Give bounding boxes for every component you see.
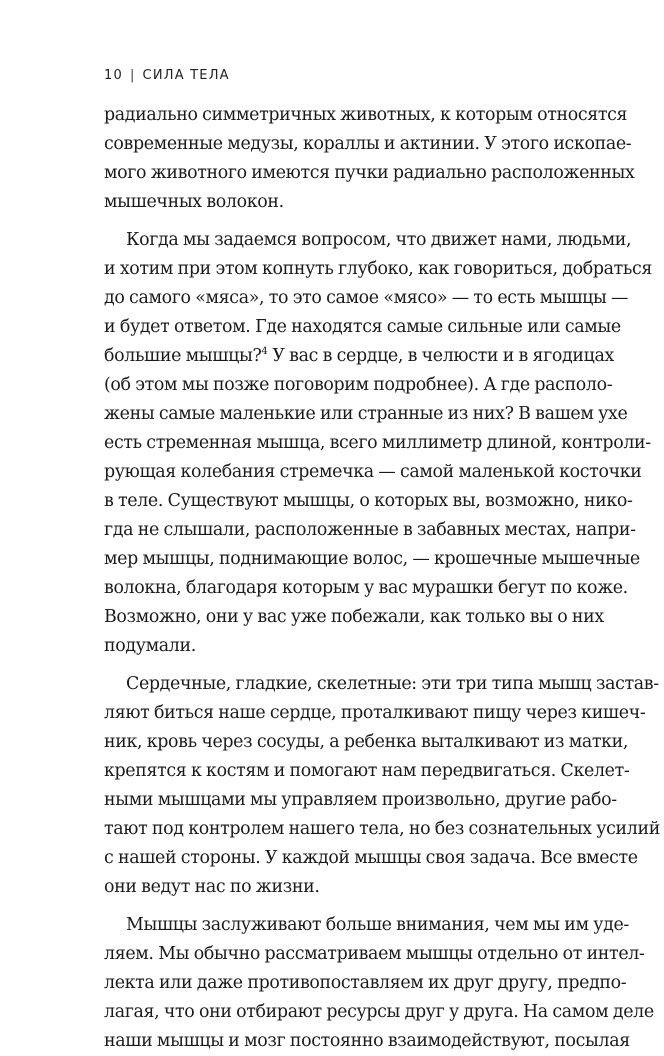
header-separator: |	[129, 68, 136, 83]
text-line: крепятся к костям и помогают нам передвигаться. Скелет-	[104, 761, 630, 781]
text-line: есть стременная мышца, всего миллиметр длиной, контроли-	[104, 433, 651, 453]
text-line: мышечных волокон.	[104, 192, 284, 212]
text-line: до самого «мяса», то это самое «мясо» — то есть мышцы —	[104, 288, 629, 308]
text-line: наши мышцы и мозг постоянно взаимодействуют, посылая	[104, 1031, 630, 1051]
text-line-with-footnote	[104, 342, 614, 371]
text-line: (об этом мы позже поговорим подробнее). А где располо-	[104, 375, 613, 395]
text-line: мого животного имеются пучки радиально расположенных	[104, 163, 635, 183]
text-line: в теле. Существуют мышцы, о которых вы, возможно, нико-	[104, 491, 633, 511]
text-line: ляем. Мы обычно рассматриваем мышцы отдельно от интел-	[104, 944, 645, 964]
text-line: они ведут нас по жизни.	[104, 877, 320, 897]
line-head: большие мышцы?	[104, 346, 262, 366]
text-line: подумали.	[104, 636, 196, 656]
text-line: тают под контролем нашего тела, но без сознательных усилий	[104, 819, 660, 839]
text-line: современные медузы, кораллы и актинии. У этого ископае-	[104, 134, 632, 154]
running-head	[104, 68, 230, 83]
body-text	[104, 101, 660, 1056]
page-number: 10	[104, 68, 123, 83]
footnote-reference[interactable]: 4	[261, 346, 268, 357]
text-line: и хотим при этом копнуть глубоко, как говориться, добраться	[104, 259, 653, 279]
text-line: волокна, благодаря которым у вас мурашки бегут по коже.	[104, 578, 628, 598]
text-line: рующая колебания стремечка — самой маленькой косточки	[104, 462, 642, 482]
text-line: Возможно, они у вас уже побежали, как только вы о них	[104, 607, 604, 627]
line-tail: У вас в сердце, в челюсти и в ягодицах	[272, 346, 614, 366]
text-line: Когда мы задаемся вопросом, что движет нами, людьми,	[126, 230, 632, 250]
text-line: жены самые маленькие или странные из них? В вашем ухе	[104, 404, 628, 424]
text-line: ляют биться наше сердце, проталкивают пищу через кишеч-	[104, 703, 646, 723]
text-line: мер мышцы, поднимающие волос, — крошечные мышечные	[104, 549, 640, 569]
book-title: СИЛА ТЕЛА	[142, 68, 230, 83]
text-line: Сердечные, гладкие, скелетные: эти три типа мышц застав-	[126, 674, 659, 694]
text-line: ник, кровь через сосуды, а ребенка выталкивают из матки,	[104, 732, 629, 752]
text-line: Мышцы заслуживают больше внимания, чем мы им уде-	[126, 915, 629, 935]
text-line: ными мышцами мы управляем произвольно, другие рабо-	[104, 790, 617, 810]
text-line: радиально симметричных животных, к которым относятся	[104, 105, 628, 125]
text-line: лагая, что они отбирают ресурсы друг у друга. На самом деле	[104, 1002, 654, 1022]
text-line: и будет ответом. Где находятся самые сильные или самые	[104, 317, 621, 337]
text-line: с нашей стороны. У каждой мышцы своя задача. Все вместе	[104, 848, 638, 868]
text-line: лекта или даже противопоставляем их друг другу, предпо-	[104, 973, 627, 993]
text-line: гда не слышали, расположенные в забавных местах, напри-	[104, 520, 636, 540]
